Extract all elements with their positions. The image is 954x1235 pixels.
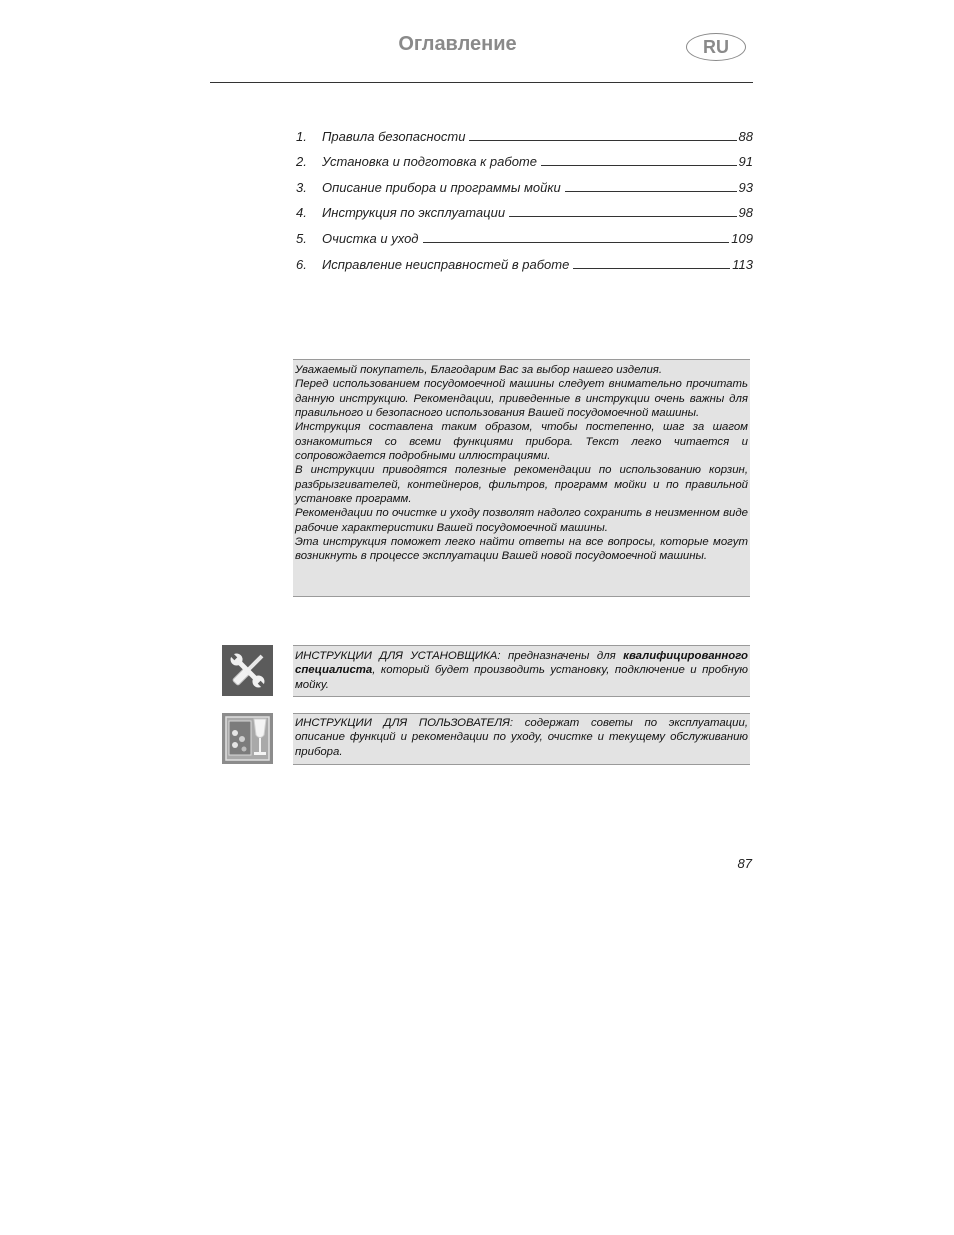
toc-page: 93 [738, 179, 753, 195]
toc-page: 98 [738, 205, 753, 221]
installer-text-suffix: , который будет производить установку, подключение и пробную мойку. [295, 664, 748, 691]
toc-number: 4. [296, 205, 307, 221]
toc-page: 91 [738, 154, 753, 170]
toc-entry[interactable] [296, 195, 753, 221]
installer-text-prefix: ИНСТРУКЦИИ ДЛЯ УСТАНОВЩИКА: предназначены для [295, 650, 624, 662]
page-number: 87 [737, 856, 752, 871]
toc-number: 6. [296, 256, 307, 272]
installer-text [295, 649, 748, 692]
intro-paragraph: Уважаемый покупатель, Благодарим Вас за выбор нашего изделия. [295, 364, 663, 376]
toc-label: Очистка и уход [322, 230, 419, 246]
toc-number: 1. [296, 128, 307, 144]
toc-entry[interactable] [296, 118, 753, 144]
intro-paragraph: Перед использованием посудомоечной машины следует внимательно прочитать данную инструкцию. Рекомендации, приведенные в инструкции очень важны для правильного и безопасного использования Вашей посудомоечной машины. [295, 378, 748, 420]
intro-box [293, 359, 750, 597]
user-box [293, 713, 750, 765]
dishwasher-glass-icon [222, 713, 273, 764]
toc-entry[interactable] [296, 144, 753, 170]
intro-paragraph: Эта инструкция поможет легко найти ответы на все вопросы, которые могут возникнуть в процессе эксплуатации Вашей новой посудомоечной машины. [295, 536, 748, 563]
toc-page: 88 [738, 128, 753, 144]
toc-page: 109 [731, 230, 753, 246]
toc-page: 113 [732, 256, 753, 272]
header-rule [210, 82, 753, 83]
toc-leader [541, 165, 737, 166]
intro-paragraph: Инструкция составлена таким образом, чтобы постепенно, шаг за шагом ознакомиться со всеми функциями прибора. Текст легко читается и сопровождается подробными иллюстрациями. [295, 421, 748, 463]
toc-label: Описание прибора и программы мойки [322, 179, 561, 195]
toc-label: Установка и подготовка к работе [322, 154, 537, 170]
installer-text-bold: квалифицированного специалиста [295, 650, 748, 677]
toc-leader [565, 191, 737, 192]
intro-paragraph: В инструкции приводятся полезные рекомендации по использованию корзин, разбрызгивателей, контейнеров, фильтров, программ мойки и по правильной установке программ. [295, 464, 748, 506]
language-badge: RU [686, 33, 746, 61]
toc-leader [509, 216, 736, 217]
toc-leader [573, 268, 730, 269]
installer-box [293, 645, 750, 697]
intro-paragraph: Рекомендации по очистке и уходу позволят надолго сохранить в неизменном виде рабочие характеристики Вашей посудомоечной машины. [295, 507, 748, 534]
toc-entry[interactable] [296, 220, 753, 246]
user-text: ИНСТРУКЦИИ ДЛЯ ПОЛЬЗОВАТЕЛЯ: содержат советы по эксплуатации, описание функций и рекомендации по уходу, очистке и текущему обслуживанию прибора. [295, 717, 748, 758]
toc-number: 3. [296, 179, 307, 195]
toc-leader [469, 140, 736, 141]
toc-label: Инструкция по эксплуатации [322, 205, 506, 221]
toc-number: 2. [296, 154, 307, 170]
page-title: Оглавление [398, 33, 517, 55]
toc-entry[interactable] [296, 169, 753, 195]
toc-leader [423, 242, 730, 243]
toc-number: 5. [296, 230, 307, 246]
toc-label: Правила безопасности [322, 128, 466, 144]
toc-label: Исправление неисправностей в работе [322, 256, 570, 272]
tools-icon [222, 645, 273, 696]
toc-entry[interactable] [296, 246, 753, 272]
table-of-contents [296, 118, 753, 272]
